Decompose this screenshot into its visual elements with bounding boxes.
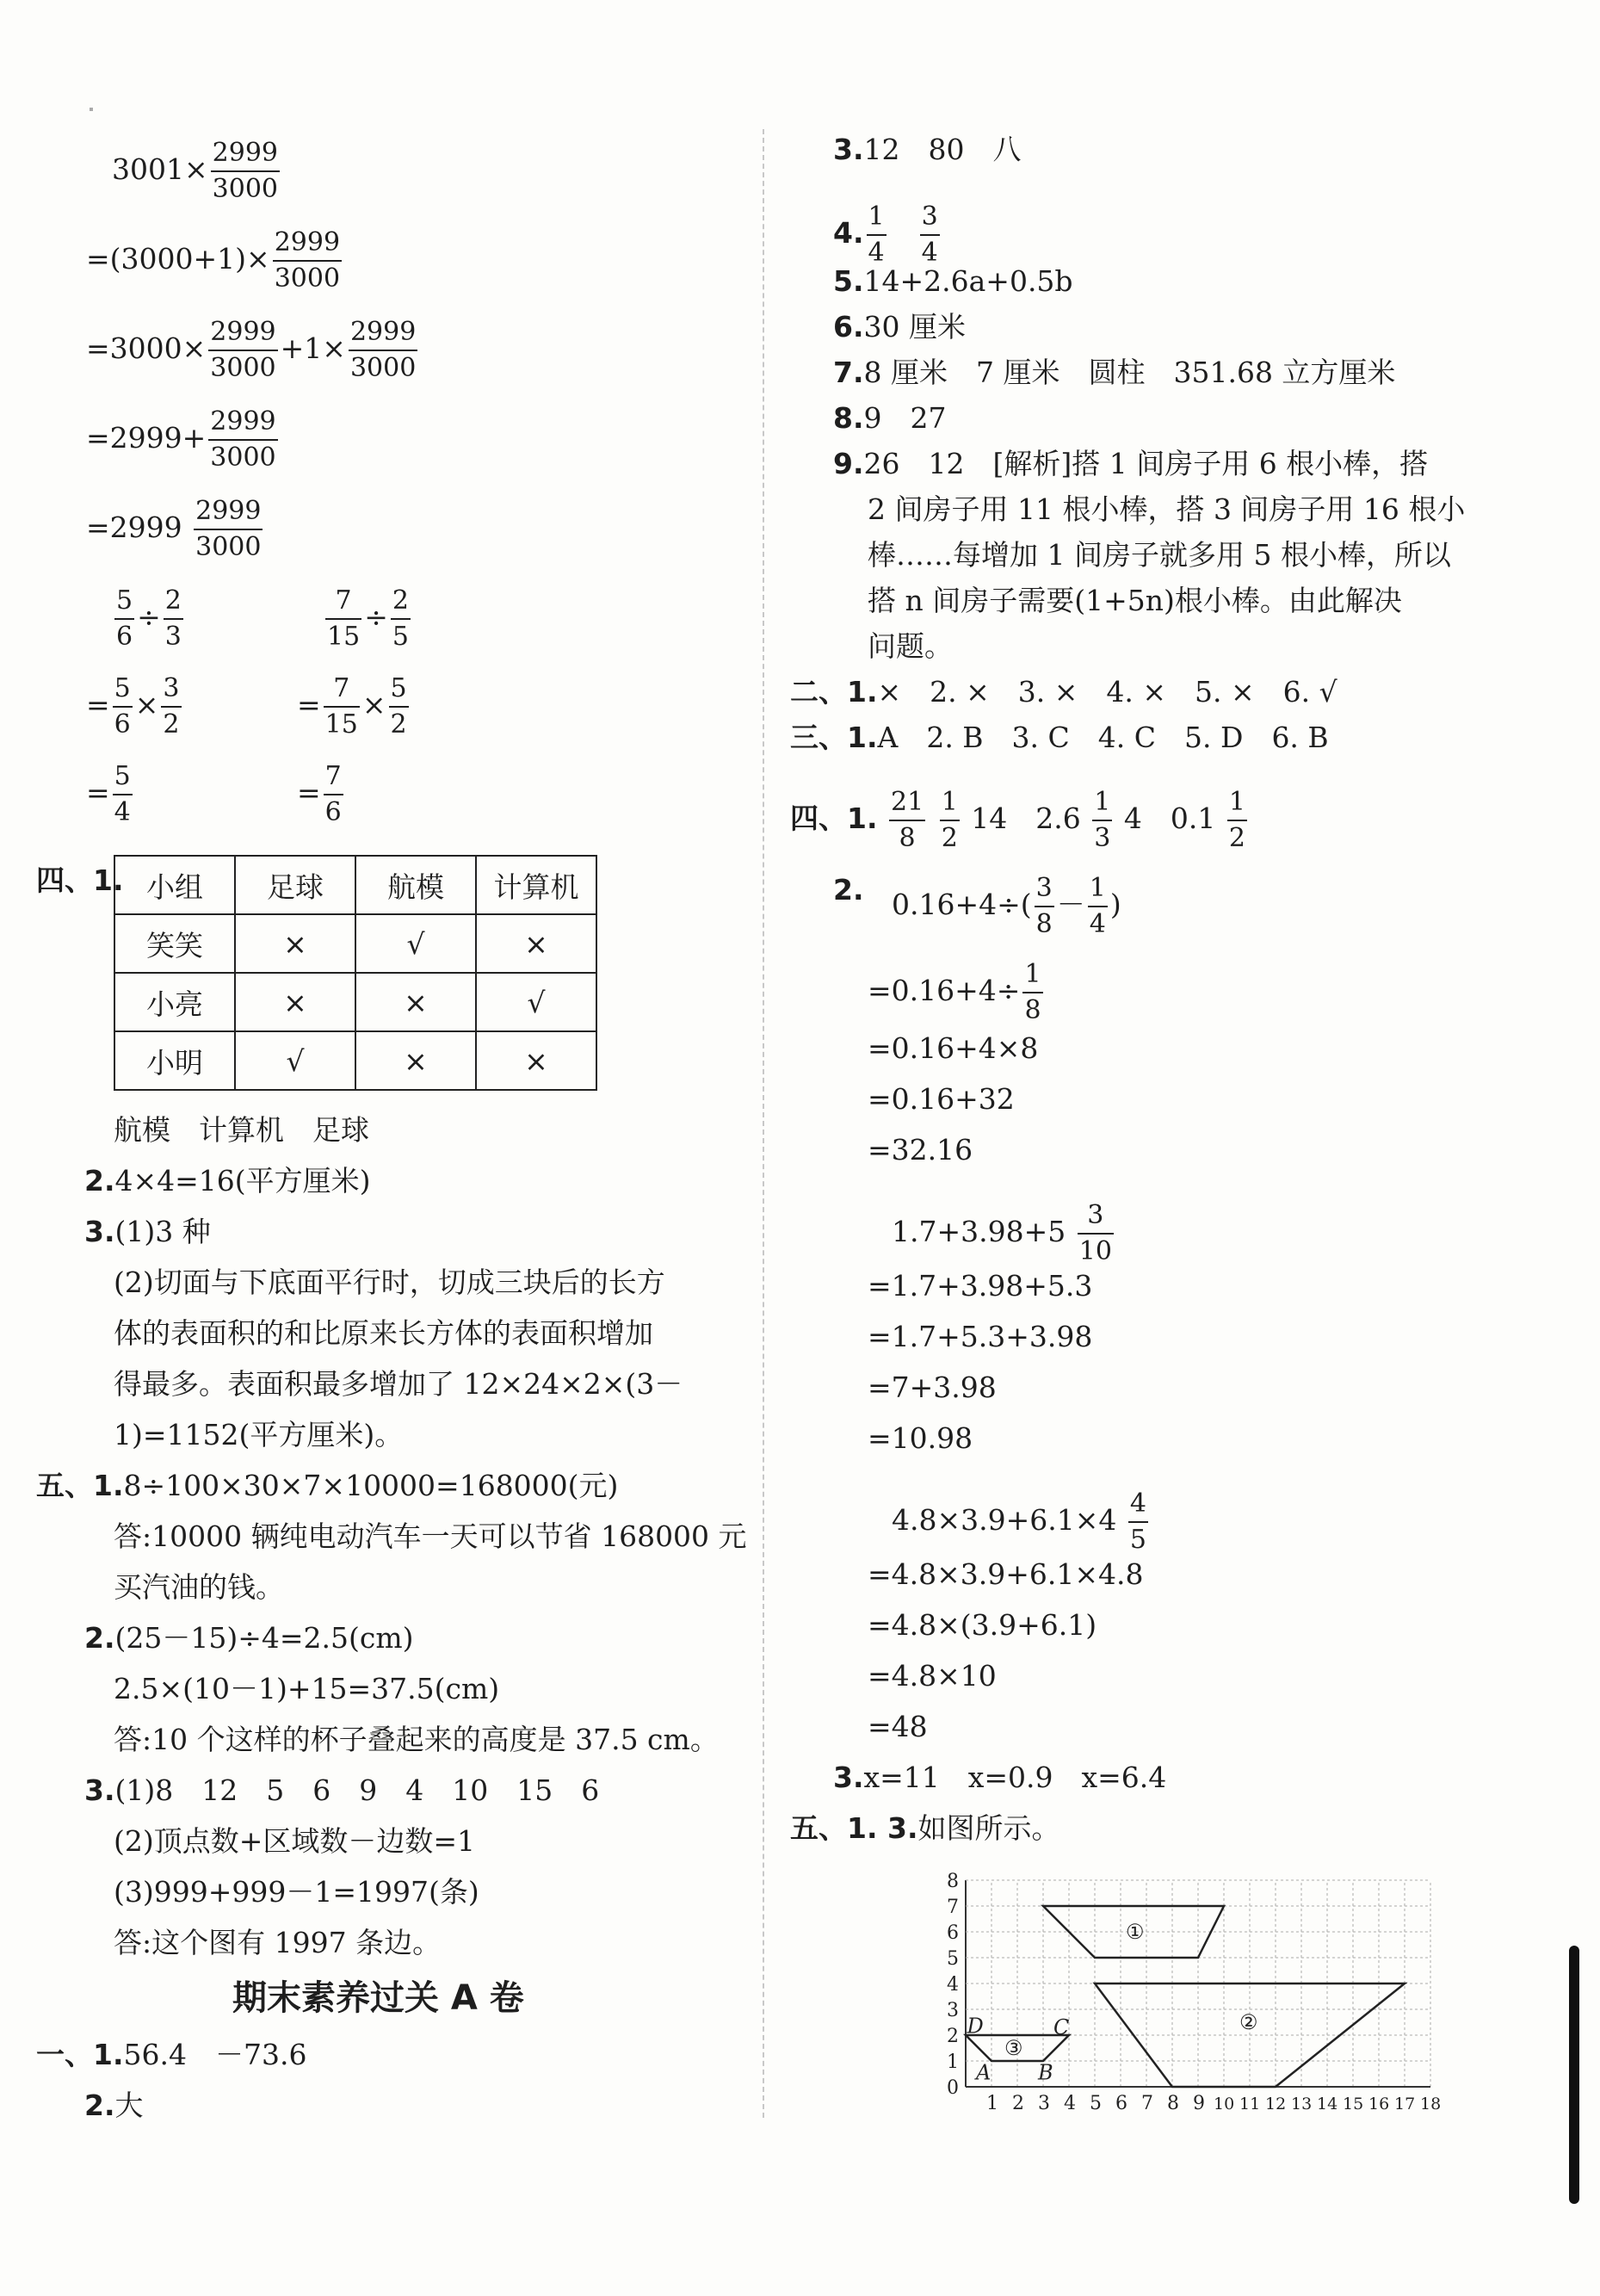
x-tick-label: 4 [1064,2093,1076,2114]
calc2b-line2: = $\frac{7}{15}$ × $\frac{5}{2}$ [297,673,407,740]
r9-2: 2 间房子用 11 根小棒，搭 3 间房子用 16 根小 [868,492,1466,526]
r-3: 3.x=11 x=0.9 x=6.4 [833,1761,1167,1794]
x-tick-label: 12 [1265,2095,1287,2113]
table-cell: × [476,1031,596,1090]
y-tick-label: 8 [947,1871,959,1892]
r9-4: 搭 n 间房子需要(1+5n)根小棒。由此解决 [868,584,1402,617]
q5-3-ans: 答:这个图有 1997 条边。 [114,1926,442,1959]
q5-1-ans2: 买汽油的钱。 [114,1570,284,1604]
fraction: $\frac{2999}{3000}$ [274,227,341,294]
trapezoid-grid-graph [931,1856,1465,2114]
fraction: $\frac{2999}{3000}$ [349,317,417,383]
calc2a-line3: = $\frac{5}{4}$ [86,761,131,827]
c2-line4: =7+3.98 [868,1371,997,1404]
shapes [966,1906,1405,2087]
c3-line1: 4.8×3.9+6.1×4 $\frac{4}{5}$ [892,1488,1146,1555]
q4-3-b3: 得最多。表面积最多增加了 12×24×2×(3－ [114,1367,683,1401]
y-tick-label: 5 [947,1948,959,1970]
table-cell: √ [476,973,596,1031]
s2: 二、1.× 2. × 3. × 4. × 5. × 6. √ [790,675,1337,709]
fraction: $\frac{2999}{3000}$ [195,496,262,562]
column-divider [763,129,764,2118]
table-row [114,1031,596,1090]
table-cell: 小亮 [114,973,235,1031]
table-cell: × [476,914,596,973]
shape3-label: ③ [1004,2036,1023,2060]
q4-3: 3.(1)3 种 [84,1215,211,1248]
calc2b-line1: $\frac{7}{15}$ ÷ $\frac{2}{5}$ [327,585,409,652]
r4: 4. $\frac{1}{4}$ $\frac{3}{4}$ [833,201,938,268]
x-tick-label: 6 [1115,2093,1127,2114]
calc2a-line1: $\frac{5}{6}$ ÷ $\frac{2}{3}$ [116,585,182,652]
r9-3: 棒……每增加 1 间房子就多用 5 根小棒，所以 [868,538,1451,572]
y-tick-label: 6 [947,1922,959,1944]
table-cell: 小明 [114,1031,235,1090]
q4-answer: 航模 计算机 足球 [114,1113,369,1147]
table-cell: × [235,973,355,1031]
calc1-line3: =3000× $\frac{2999}{3000}$ +1× $\frac{2999}{3000}$ [86,315,420,386]
q5-3-b: (2)顶点数+区域数－边数=1 [114,1824,476,1858]
x-tick-label: 11 [1239,2095,1261,2113]
r5: 5.14+2.6a+0.5b [833,264,1073,298]
c3-line4: =4.8×10 [868,1659,997,1693]
table-cell: × [355,973,476,1031]
calc1-line2: =(3000+1)× $\frac{2999}{3000}$ [86,226,344,296]
table-cell: × [355,1031,476,1090]
fraction: $\frac{2999}{3000}$ [210,406,276,473]
q5-2-ans: 答:10 个这样的杯子叠起来的高度是 37.5 cm。 [114,1723,719,1756]
q5-1-ans1: 答:10000 辆纯电动汽车一天可以节省 168000 元 [114,1519,747,1553]
c1-line1: 0.16+4÷( $\frac{3}{8}$ － $\frac{1}{4}$ ) [892,873,1121,939]
r9-5: 问题。 [868,629,953,663]
q4-label: 四、1. [36,863,124,897]
x-tick-label: 15 [1343,2095,1364,2113]
c2-line2: =1.7+3.98+5.3 [868,1269,1093,1303]
x-tick-label: 17 [1394,2095,1416,2113]
table-header: 足球 [235,856,355,914]
point-c-label: C [1053,2015,1070,2039]
y-tick-label: 4 [947,1974,959,1996]
table-header-row [114,856,596,914]
calc2b-line3: = $\frac{7}{6}$ [297,761,342,827]
x-tick-label: 7 [1141,2093,1153,2114]
table-row [114,973,596,1031]
s1-1: 一、1.56.4 －73.6 [36,2038,307,2071]
s1-2: 2.大 [84,2089,144,2122]
c1-line5: =32.16 [868,1133,973,1167]
c3-line2: =4.8×3.9+6.1×4.8 [868,1557,1144,1591]
c1-line4: =0.16+32 [868,1082,1015,1116]
x-tick-label: 14 [1317,2095,1338,2113]
x-tick-label: 1 [986,2093,998,2114]
table-cell: √ [235,1031,355,1090]
c2-line3: =1.7+5.3+3.98 [868,1320,1093,1353]
r9: 9.26 12 [解析]搭 1 间房子用 6 根小棒，搭 [833,447,1429,480]
s5: 五、1. 3.如图所示。 [790,1811,1060,1845]
s3: 三、1.A 2. B 3. C 4. C 5. D 6. B [790,721,1329,754]
x-tick-label: 18 [1420,2095,1442,2113]
fraction: $\frac{2999}{3000}$ [210,317,276,383]
q5-2-b: 2.5×(10－1)+15=37.5(cm) [114,1672,500,1705]
x-tick-label: 5 [1090,2093,1102,2114]
c2-line5: =10.98 [868,1421,973,1455]
axis-labels [947,1871,1441,2114]
x-tick-label: 8 [1167,2093,1179,2114]
q4-3-b2: 体的表面积的和比原来长方体的表面积增加 [114,1316,653,1350]
table-cell: 笑笑 [114,914,235,973]
binding-edge-mark [1569,1946,1579,2204]
r6: 6.30 厘米 [833,310,966,343]
c3-line5: =48 [868,1710,928,1743]
table-cell: × [235,914,355,973]
q5-2: 2.(25－15)÷4=2.5(cm) [84,1621,414,1655]
calc1-line1: 3001× $\frac{2999}{3000}$ [112,136,282,207]
q5-1: 五、1.8÷100×30×7×10000=168000(元) [36,1469,619,1502]
fraction: $\frac{2999}{3000}$ [212,138,278,204]
q4-2: 2.4×4=16(平方厘米) [84,1164,371,1198]
y-tick-label: 2 [947,2026,959,2047]
r8: 8.9 27 [833,401,947,435]
x-tick-label: 2 [1012,2093,1024,2114]
y-tick-label: 0 [947,2077,959,2099]
r3: 3.12 80 八 [833,133,1022,166]
q5-3-c: (3)999+999－1=1997(条) [114,1875,479,1909]
q4-3-b1: (2)切面与下底面平行时，切成三块后的长方 [114,1266,665,1299]
shape1-label: ① [1126,1920,1145,1944]
section-title: 期末素养过关 A 卷 [232,1978,524,2018]
c1-line3: =0.16+4×8 [868,1031,1039,1065]
q5-3: 3.(1)8 12 5 6 9 4 10 15 6 [84,1773,600,1807]
y-tick-label: 7 [947,1897,959,1918]
table-header: 航模 [355,856,476,914]
x-tick-label: 3 [1038,2093,1050,2114]
point-a-label: A [976,2060,992,2085]
s4-2-num: 2. [833,873,864,907]
calc2a-line2: = $\frac{5}{6}$ × $\frac{3}{2}$ [86,673,180,740]
calc1-line5: =2999 $\frac{2999}{3000}$ [86,494,265,565]
c2-line1: 1.7+3.98+5 $\frac{3}{10}$ [892,1200,1112,1266]
shape2-label: ② [1239,2010,1258,2034]
r7: 7.8 厘米 7 厘米 圆柱 351.68 立方厘米 [833,356,1396,389]
point-d-label: D [967,2014,984,2039]
table-cell: √ [355,914,476,973]
table-row [114,914,596,973]
s4-1: 四、1. $\frac{21}{8}$ $\frac{1}{2}$ 14 2.6 $\frac{1}{3}$ 4 0.1 $\frac{1}{2}$ [790,787,1245,853]
table-header: 小组 [114,856,235,914]
x-tick-label: 10 [1214,2095,1235,2113]
x-tick-label: 16 [1368,2095,1390,2113]
c1-line2: =0.16+4÷ $\frac{1}{8}$ [868,959,1041,1025]
table-header: 计算机 [476,856,596,914]
x-tick-label: 13 [1291,2095,1313,2113]
y-tick-label: 1 [947,2052,959,2073]
interest-table [114,855,597,1091]
x-tick-label: 9 [1193,2093,1205,2114]
point-b-label: B [1038,2060,1053,2085]
scan-mark [90,108,93,111]
y-tick-label: 3 [947,2000,959,2021]
calc1-line4: =2999+ $\frac{2999}{3000}$ [86,405,281,475]
c3-line3: =4.8×(3.9+6.1) [868,1608,1097,1642]
q4-3-b4: 1)=1152(平方厘米)。 [114,1418,404,1451]
